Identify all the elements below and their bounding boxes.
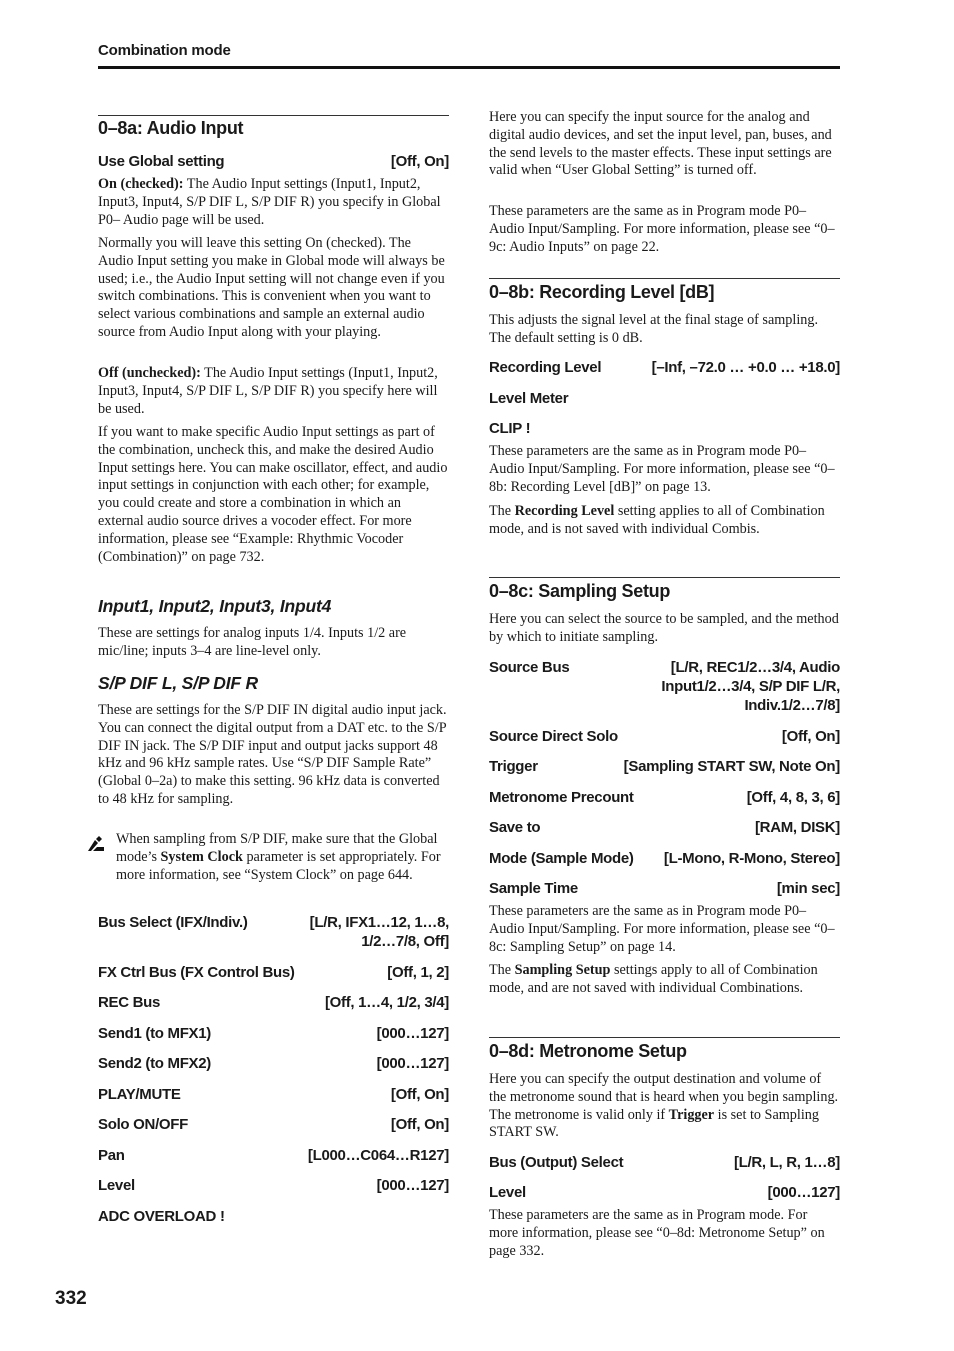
param-bus-select — [98, 913, 449, 951]
param-value: [L/R, IFX1…12, 1…8, 1/2…7/8, Off] — [309, 914, 449, 950]
section-title-sampling-setup: 0–8c: Sampling Setup — [489, 581, 671, 601]
subsection-title-spdif: S/P DIF L, S/P DIF R — [98, 673, 258, 693]
param-pan — [98, 1146, 449, 1165]
param-value: [000…127] — [376, 1177, 449, 1194]
param-value: [000…127] — [376, 1025, 449, 1042]
paragraph-normally: Normally you will leave this setting On (checked). The Audio Input setting you make in Global mode will always be used; i.e., the Audio Input setting will not change even if you switch combinations. This is convenient when you want to select various combinations and sample an external audio source from Audio Input along with your playing. — [98, 235, 445, 340]
param-name: Sample Time — [489, 880, 578, 897]
param-value: [Off, 1, 2] — [387, 964, 449, 981]
param-value: [min sec] — [776, 880, 840, 897]
paragraph-metronome-reference: These parameters are the same as in Program mode. For more information, please see “0–8d: Metronome Setup” on page 332. — [489, 1207, 825, 1259]
paragraph-intro: Here you can specify the input source for the analog and digital audio devices, and set the input level, pan, buses, and the send levels to the master effects. These input settings are valid when “User Global Setting” is turned off. — [489, 109, 832, 179]
param-value: [L/R, REC1/2…3/4, Audio Input1/2…3/4, S/P DIF L/R, Indiv.1/2…7/8] — [661, 659, 840, 714]
param-bus-output-select — [489, 1153, 840, 1172]
param-name: Trigger — [489, 758, 538, 775]
param-recording-level — [489, 358, 840, 377]
param-name: Use Global setting — [98, 153, 225, 170]
param-metronome-level — [489, 1183, 840, 1202]
param-value: [L/R, L, R, 1…8] — [733, 1154, 840, 1171]
param-name: REC Bus — [98, 994, 161, 1011]
param-name: Mode (Sample Mode) — [489, 850, 634, 867]
param-name: Source Direct Solo — [489, 728, 618, 745]
param-send1 — [98, 1024, 449, 1043]
section-rule — [489, 278, 840, 279]
header-rule — [98, 66, 840, 69]
param-source-direct-solo — [489, 727, 840, 746]
paragraph-intro-reference: These parameters are the same as in Program mode P0– Audio Input/Sampling. For more information, please see “0–9c: Audio Inputs” on page 22. — [489, 203, 835, 255]
param-name: Bus (Output) Select — [489, 1154, 624, 1171]
param-sample-mode — [489, 849, 840, 868]
param-metronome-precount — [489, 788, 840, 807]
note-spdif: When sampling from S/P DIF, make sure that the Global mode’s System Clock parameter is set appropriately. For more information, see “System Clock” on page 644. — [116, 831, 441, 883]
param-send2 — [98, 1054, 449, 1073]
param-value: [Off, 4, 8, 3, 6] — [746, 789, 840, 806]
param-name: Recording Level — [489, 359, 602, 376]
note-pencil-icon — [86, 835, 106, 853]
param-value: [L000…C064…R127] — [307, 1147, 449, 1164]
paragraph-sampling-reference: These parameters are the same as in Program mode P0– Audio Input/Sampling. For more information, please see “0–8c: Sampling Setup” on page 14. — [489, 903, 835, 955]
param-rec-bus — [98, 993, 449, 1012]
param-name: Send2 (to MFX2) — [98, 1055, 212, 1072]
param-name: Level Meter — [489, 390, 569, 407]
param-source-bus — [489, 658, 840, 715]
term-off-unchecked: Off (unchecked): — [98, 365, 201, 381]
section-title-recording-level: 0–8b: Recording Level [dB] — [489, 282, 715, 302]
param-name: Metronome Precount — [489, 789, 634, 806]
param-fx-ctrl-bus — [98, 963, 449, 982]
paragraph-recording-reference: These parameters are the same as in Program mode P0– Audio Input/Sampling. For more information, please see “0–8b: Recording Level [dB]” on page 13. — [489, 443, 835, 495]
param-name: Source Bus — [489, 659, 570, 676]
param-sample-time — [489, 879, 840, 898]
param-name: FX Ctrl Bus (FX Control Bus) — [98, 964, 295, 981]
param-name: Pan — [98, 1147, 125, 1164]
param-name: PLAY/MUTE — [98, 1086, 181, 1103]
param-adc-overload — [98, 1207, 449, 1226]
param-trigger — [489, 757, 840, 776]
param-value: [000…127] — [376, 1055, 449, 1072]
page-number: 332 — [55, 1288, 87, 1309]
param-level — [98, 1176, 449, 1195]
paragraph-sampling-setup: Here you can select the source to be sampled, and the method by which to initiate sampling. — [489, 611, 839, 645]
paragraph-metronome-setup: Here you can specify the output destination and volume of the metronome sound that is heard when you begin sampling. The metronome is valid only if Trigger is set to Sampling START SW. — [489, 1071, 839, 1141]
param-value: [Off, On] — [781, 728, 840, 745]
section-title-audio-input: 0–8a: Audio Input — [98, 118, 244, 138]
paragraph-off-unchecked: Off (unchecked): The Audio Input settings (Input1, Input2, Input3, Input4, S/P DIF L, S/P DIF R) you specify here will be used. — [98, 365, 438, 417]
paragraph-recording-note: The Recording Level setting applies to all of Combination mode, and is not saved with individual Combis. — [489, 503, 825, 537]
param-solo-on-off — [98, 1115, 449, 1134]
param-name: ADC OVERLOAD ! — [98, 1208, 225, 1225]
param-name: Bus Select (IFX/Indiv.) — [98, 914, 248, 931]
param-name: CLIP ! — [489, 420, 531, 437]
param-value: [RAM, DISK] — [754, 819, 840, 836]
param-value: [Off, On] — [390, 1086, 449, 1103]
term-sampling-setup: Sampling Setup — [514, 962, 611, 978]
param-value: [–Inf, –72.0 … +0.0 … +18.0] — [651, 359, 840, 376]
paragraph-spdif: These are settings for the S/P DIF IN digital audio input jack. You can connect the digital output from a DAT etc. to the S/P DIF IN jack. The S/P DIF input and output jacks support 48 kHz and 96 kHz sample rates. Use “S/P DIF Sample Rate” (Global 0–2a) to make this setting. 96 kHz data is converted to 48 kHz for sampling. — [98, 702, 447, 807]
section-rule — [98, 115, 449, 116]
param-name: Solo ON/OFF — [98, 1116, 189, 1133]
param-level-meter — [489, 389, 840, 408]
param-value: [L-Mono, R-Mono, Stereo] — [663, 850, 840, 867]
subsection-title-inputs: Input1, Input2, Input3, Input4 — [98, 596, 332, 616]
param-name: Level — [489, 1184, 526, 1201]
param-name: Save to — [489, 819, 541, 836]
param-value: [Sampling START SW, Note On] — [623, 758, 840, 775]
term-system-clock: System Clock — [160, 848, 243, 865]
param-clip — [489, 419, 840, 438]
term-on-checked: On (checked): — [98, 176, 184, 192]
param-value: [000…127] — [767, 1184, 840, 1201]
paragraph-sampling-note: The Sampling Setup settings apply to all of Combination mode, and are not saved with individual Combinations. — [489, 962, 818, 996]
term-recording-level: Recording Level — [514, 503, 615, 519]
param-save-to — [489, 818, 840, 837]
term-trigger: Trigger — [668, 1106, 715, 1123]
param-value: [Off, On] — [390, 1116, 449, 1133]
paragraph-recording-level: This adjusts the signal level at the final stage of sampling. The default setting is 0 dB. — [489, 312, 819, 346]
section-title-metronome-setup: 0–8d: Metronome Setup — [489, 1041, 687, 1061]
param-value: [Off, 1…4, 1/2, 3/4] — [324, 994, 449, 1011]
section-rule — [489, 1037, 840, 1038]
param-name: Level — [98, 1177, 135, 1194]
paragraph-inputs: These are settings for analog inputs 1/4. Inputs 1/2 are mic/line; inputs 3–4 are line-level only. — [98, 625, 407, 659]
param-name: Send1 (to MFX1) — [98, 1025, 212, 1042]
paragraph-on-checked: On (checked): The Audio Input settings (Input1, Input2, Input3, Input4, S/P DIF L, S/P DIF R) you specify in Global P0– Audio page will be used. — [98, 176, 441, 228]
param-play-mute — [98, 1085, 449, 1104]
param-value: [Off, On] — [390, 153, 449, 170]
running-header: Combination mode — [98, 42, 231, 59]
paragraph-specific-settings: If you want to make specific Audio Input settings as part of the combination, uncheck this, and make the desired Audio Input settings here. You can make oscillator, effect, and audio input settings in conjunction with each other; for example, you could create and store a combination in which an external audio source drives a vocoder effect. For more information, please see “Example: Rhythmic Vocoder (Combination)” on page 732. — [98, 424, 448, 565]
section-rule — [489, 577, 840, 578]
param-use-global-setting — [98, 152, 449, 171]
